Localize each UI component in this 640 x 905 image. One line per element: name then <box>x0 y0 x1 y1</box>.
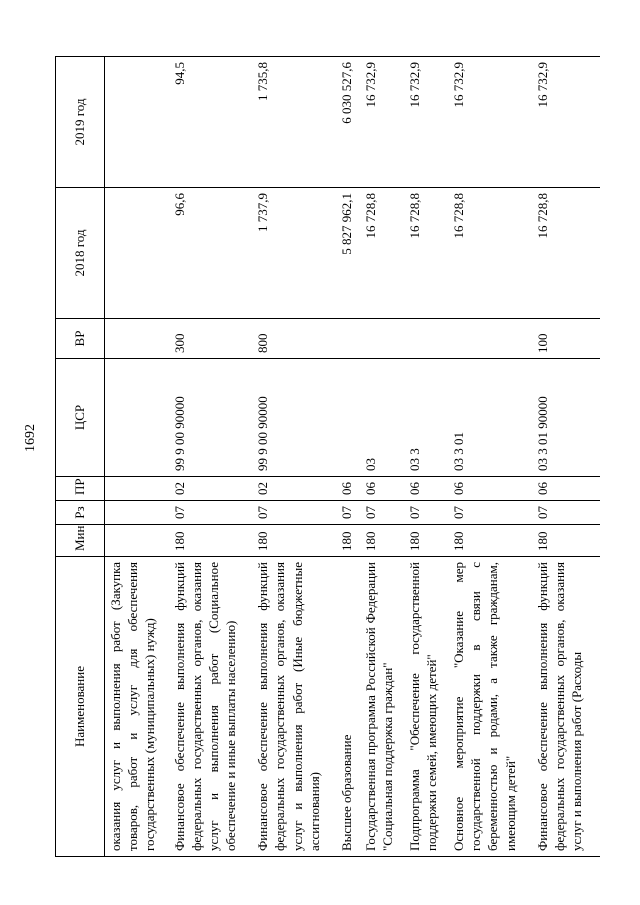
cell-min: 180 <box>404 525 448 557</box>
cell-2019: 16 732,9 <box>404 57 448 188</box>
cell-pr: 06 <box>448 477 531 501</box>
cell-min: 180 <box>532 525 596 557</box>
budget-table <box>55 56 600 857</box>
cell-pr <box>105 477 169 501</box>
cell-vr: 100 <box>532 319 596 359</box>
cell-csr: 99 9 00 90000 <box>169 359 252 477</box>
cell-vr: 800 <box>252 319 335 359</box>
cell-2019: 16 732,9 <box>532 57 596 188</box>
cell-min: 180 <box>360 525 404 557</box>
cell-pr: 06 <box>404 477 448 501</box>
cell-rz <box>105 501 169 525</box>
cell-min <box>105 525 169 557</box>
cell-csr: 03 <box>360 359 404 477</box>
table-row <box>252 57 335 857</box>
table-row <box>360 57 404 857</box>
header-min: Мин <box>56 525 105 557</box>
table-row <box>169 57 252 857</box>
filler-cell <box>595 525 600 557</box>
cell-2018: 1 737,9 <box>252 188 335 319</box>
cell-name: Высшее образование <box>336 557 360 857</box>
cell-2018: 16 728,8 <box>360 188 404 319</box>
cell-2019: 16 732,9 <box>448 57 531 188</box>
cell-2019 <box>105 57 169 188</box>
cell-name: оказания услуг и выполнения работ (Закупка товаров, работ и услуг для обеспечения государственных (муниципальных) нужд) <box>105 557 169 857</box>
cell-csr: 99 9 00 90000 <box>252 359 335 477</box>
filler-cell <box>595 319 600 359</box>
cell-2018: 5 827 962,1 <box>336 188 360 319</box>
header-2018: 2018 год <box>56 188 105 319</box>
cell-name: Государственная программа Российской Федерации "Социальная поддержка граждан" <box>360 557 404 857</box>
cell-2019: 94,5 <box>169 57 252 188</box>
header-csr: ЦСР <box>56 359 105 477</box>
cell-csr <box>105 359 169 477</box>
cell-vr <box>336 319 360 359</box>
cell-name: Подпрограмма "Обеспечение государственной поддержки семей, имеющих детей" <box>404 557 448 857</box>
header-name: Наименование <box>56 557 105 857</box>
cell-2018: 96,6 <box>169 188 252 319</box>
table-filler-row <box>595 57 600 857</box>
cell-min: 180 <box>336 525 360 557</box>
cell-vr <box>360 319 404 359</box>
cell-vr <box>448 319 531 359</box>
cell-vr <box>404 319 448 359</box>
table-row <box>336 57 360 857</box>
cell-2019: 16 732,9 <box>360 57 404 188</box>
cell-rz: 07 <box>169 501 252 525</box>
cell-rz: 07 <box>360 501 404 525</box>
cell-rz: 07 <box>252 501 335 525</box>
table-row <box>404 57 448 857</box>
filler-cell <box>595 501 600 525</box>
cell-vr: 300 <box>169 319 252 359</box>
table-header-row <box>56 57 105 857</box>
cell-rz: 07 <box>532 501 596 525</box>
cell-csr: 03 3 <box>404 359 448 477</box>
rotated-page-content <box>55 57 600 857</box>
cell-rz: 07 <box>404 501 448 525</box>
cell-2018 <box>105 188 169 319</box>
cell-csr <box>336 359 360 477</box>
cell-name: Основное мероприятие "Оказание мер государственной поддержки в связи с беременностью и родами, а также гражданам, имеющим детей" <box>448 557 531 857</box>
table-row <box>105 57 169 857</box>
header-rz: Рз <box>56 501 105 525</box>
filler-cell <box>595 477 600 501</box>
header-vr: ВР <box>56 319 105 359</box>
filler-cell <box>595 188 600 319</box>
cell-min: 180 <box>252 525 335 557</box>
cell-pr: 02 <box>169 477 252 501</box>
cell-2019: 6 030 527,6 <box>336 57 360 188</box>
cell-name: Финансовое обеспечение выполнения функций федеральных государственных органов, оказания услуг и выполнения работ (Расходы <box>532 557 596 857</box>
cell-min: 180 <box>448 525 531 557</box>
cell-pr: 06 <box>532 477 596 501</box>
cell-pr: 06 <box>360 477 404 501</box>
cell-csr: 03 3 01 90000 <box>532 359 596 477</box>
cell-name: Финансовое обеспечение выполнения функций федеральных государственных органов, оказания услуг и выполнения работ (Иные бюджетные ассигнования) <box>252 557 335 857</box>
filler-cell <box>595 359 600 477</box>
cell-pr: 06 <box>336 477 360 501</box>
cell-2018: 16 728,8 <box>404 188 448 319</box>
page-number: 1692 <box>23 424 38 452</box>
cell-2018: 16 728,8 <box>532 188 596 319</box>
cell-name: Финансовое обеспечение выполнения функций федеральных государственных органов, оказания услуг и выполнения работ (Социальное обеспечение и иные выплаты населению) <box>169 557 252 857</box>
cell-vr <box>105 319 169 359</box>
cell-2019: 1 735,8 <box>252 57 335 188</box>
table-row <box>532 57 596 857</box>
filler-cell <box>595 57 600 188</box>
header-2019: 2019 год <box>56 57 105 188</box>
cell-2018: 16 728,8 <box>448 188 531 319</box>
cell-min: 180 <box>169 525 252 557</box>
cell-pr: 02 <box>252 477 335 501</box>
cell-rz: 07 <box>336 501 360 525</box>
table-row <box>448 57 531 857</box>
cell-rz: 07 <box>448 501 531 525</box>
filler-cell <box>595 557 600 857</box>
header-pr: ПР <box>56 477 105 501</box>
cell-csr: 03 3 01 <box>448 359 531 477</box>
